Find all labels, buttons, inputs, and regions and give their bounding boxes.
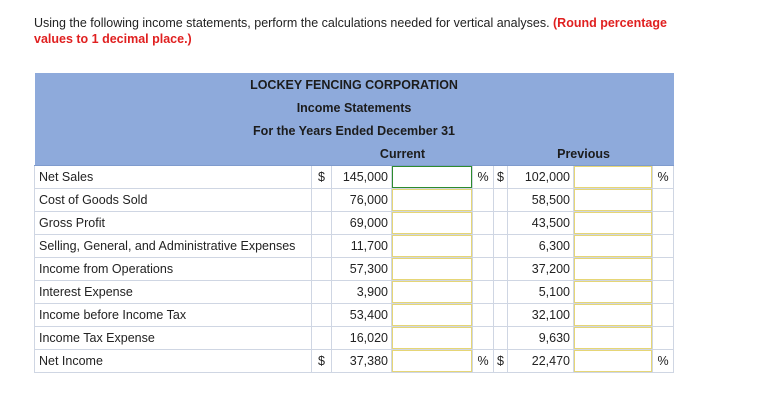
current-amount: 69,000: [332, 212, 392, 235]
table-row: [35, 212, 674, 235]
percent-sign: %: [473, 350, 494, 373]
current-amount: 145,000: [332, 166, 392, 189]
current-percent-input[interactable]: [392, 350, 472, 372]
percent-sign: [473, 281, 494, 304]
dollar-sign: [312, 212, 332, 235]
current-amount: 76,000: [332, 189, 392, 212]
previous-percent-input[interactable]: [574, 281, 652, 303]
column-header-current: Current: [312, 142, 494, 166]
previous-amount: 22,470: [508, 350, 574, 373]
current-amount: 3,900: [332, 281, 392, 304]
dollar-sign: [494, 304, 508, 327]
previous-percent-input[interactable]: [574, 327, 652, 349]
table-row: [35, 258, 674, 281]
percent-sign: [653, 258, 674, 281]
previous-percent-input[interactable]: [574, 189, 652, 211]
current-amount: 37,380: [332, 350, 392, 373]
current-percent-input[interactable]: [392, 304, 472, 326]
percent-sign: [473, 189, 494, 212]
current-percent-input[interactable]: [392, 258, 472, 280]
previous-amount: 37,200: [508, 258, 574, 281]
percent-sign: [473, 304, 494, 327]
percent-sign: %: [653, 166, 674, 189]
current-amount: 57,300: [332, 258, 392, 281]
dollar-sign: [312, 235, 332, 258]
current-amount: 16,020: [332, 327, 392, 350]
dollar-sign: [494, 258, 508, 281]
income-statement-table: [34, 73, 674, 373]
table-row: [35, 235, 674, 258]
header-label-spacer: [35, 142, 312, 166]
dollar-sign: [312, 281, 332, 304]
row-label: Cost of Goods Sold: [35, 189, 312, 212]
dollar-sign: $: [494, 166, 508, 189]
current-percent-input[interactable]: [392, 327, 472, 349]
table-row: [35, 281, 674, 304]
table-row: [35, 350, 674, 373]
dollar-sign: [494, 189, 508, 212]
row-label: Interest Expense: [35, 281, 312, 304]
percent-sign: [653, 281, 674, 304]
table-row: [35, 327, 674, 350]
row-label: Gross Profit: [35, 212, 312, 235]
dollar-sign: [494, 281, 508, 304]
row-label: Selling, General, and Administrative Expenses: [35, 235, 312, 258]
current-percent-input[interactable]: [392, 235, 472, 257]
row-label: Net Sales: [35, 166, 312, 189]
previous-amount: 32,100: [508, 304, 574, 327]
statement-title: Income Statements: [35, 96, 674, 119]
current-percent-input[interactable]: [392, 166, 472, 188]
column-header-previous: Previous: [494, 142, 674, 166]
row-label: Income Tax Expense: [35, 327, 312, 350]
previous-amount: 43,500: [508, 212, 574, 235]
percent-sign: %: [653, 350, 674, 373]
percent-sign: [653, 235, 674, 258]
dollar-sign: [494, 212, 508, 235]
dollar-sign: $: [494, 350, 508, 373]
previous-percent-input[interactable]: [574, 350, 652, 372]
previous-amount: 9,630: [508, 327, 574, 350]
dollar-sign: [494, 235, 508, 258]
previous-amount: 5,100: [508, 281, 574, 304]
percent-sign: [653, 304, 674, 327]
current-percent-input[interactable]: [392, 189, 472, 211]
table-row: [35, 166, 674, 189]
row-label: Income before Income Tax: [35, 304, 312, 327]
dollar-sign: [312, 258, 332, 281]
dollar-sign: [312, 327, 332, 350]
percent-sign: [473, 258, 494, 281]
dollar-sign: [494, 327, 508, 350]
previous-percent-input[interactable]: [574, 235, 652, 257]
row-label: Net Income: [35, 350, 312, 373]
current-amount: 11,700: [332, 235, 392, 258]
company-name: LOCKEY FENCING CORPORATION: [35, 73, 674, 96]
previous-percent-input[interactable]: [574, 166, 652, 188]
percent-sign: %: [473, 166, 494, 189]
previous-amount: 102,000: [508, 166, 574, 189]
dollar-sign: [312, 304, 332, 327]
current-percent-input[interactable]: [392, 281, 472, 303]
previous-percent-input[interactable]: [574, 212, 652, 234]
instructions-text: Using the following income statements, perform the calculations needed for vertical analyses.: [34, 16, 554, 30]
percent-sign: [653, 327, 674, 350]
dollar-sign: $: [312, 350, 332, 373]
previous-amount: 58,500: [508, 189, 574, 212]
percent-sign: [653, 212, 674, 235]
dollar-sign: $: [312, 166, 332, 189]
percent-sign: [473, 235, 494, 258]
previous-percent-input[interactable]: [574, 258, 652, 280]
percent-sign: [653, 189, 674, 212]
table-row: [35, 304, 674, 327]
percent-sign: [473, 212, 494, 235]
table-row: [35, 189, 674, 212]
dollar-sign: [312, 189, 332, 212]
row-label: Income from Operations: [35, 258, 312, 281]
percent-sign: [473, 327, 494, 350]
instructions-emphasis: (Round percentage values to 1 decimal place.): [34, 16, 667, 46]
current-amount: 53,400: [332, 304, 392, 327]
instructions: [34, 15, 674, 47]
previous-percent-input[interactable]: [574, 304, 652, 326]
statement-period: For the Years Ended December 31: [35, 119, 674, 142]
previous-amount: 6,300: [508, 235, 574, 258]
current-percent-input[interactable]: [392, 212, 472, 234]
